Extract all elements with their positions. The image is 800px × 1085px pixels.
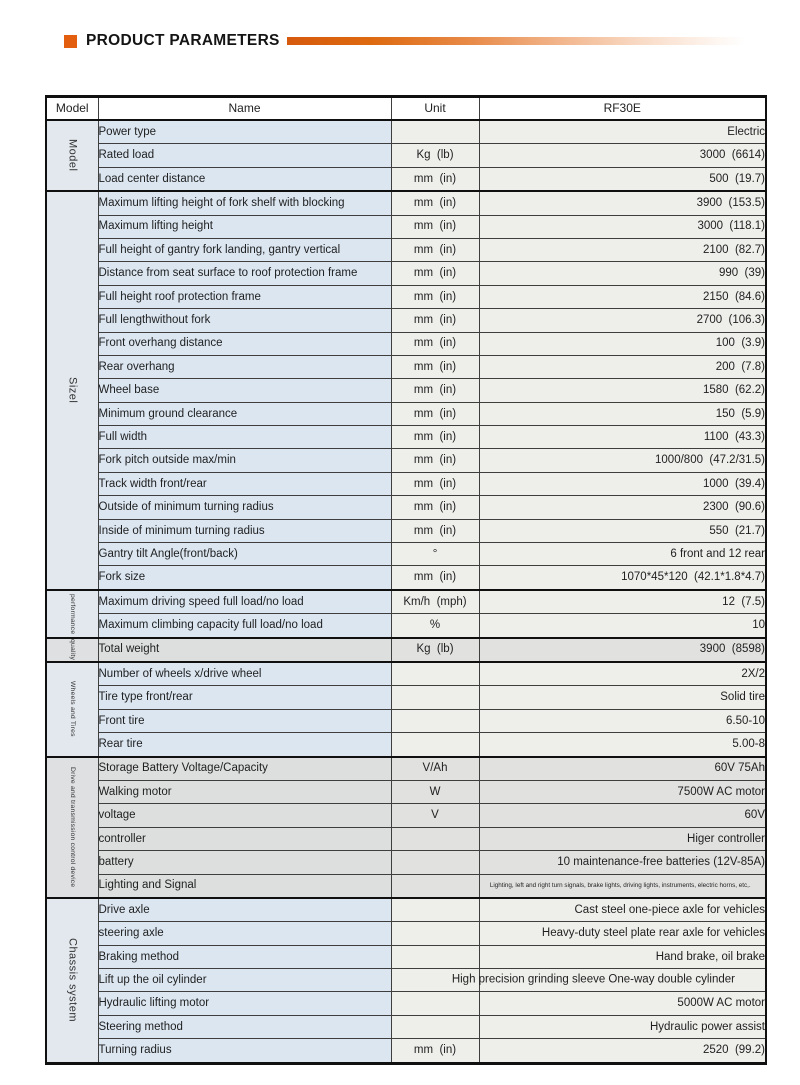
table-row xyxy=(46,120,766,144)
parameter-name-cell: Walking motor xyxy=(98,780,391,803)
parameter-unit-cell: Kg (lb) xyxy=(391,638,479,662)
parameter-value-cell: Hydraulic power assist xyxy=(479,1015,766,1038)
column-header-model: Model xyxy=(46,97,98,121)
parameter-name-cell: Inside of minimum turning radius xyxy=(98,519,391,542)
parameter-unit-cell xyxy=(391,662,479,686)
parameter-unit-cell xyxy=(391,120,479,144)
parameter-value-cell: 2100 (82.7) xyxy=(479,238,766,261)
parameter-name-cell: Track width front/rear xyxy=(98,472,391,495)
table-row xyxy=(46,191,766,215)
parameter-value-cell: 3000 (118.1) xyxy=(479,215,766,238)
parameter-name-cell: Maximum climbing capacity full load/no load xyxy=(98,614,391,638)
table-row xyxy=(46,566,766,590)
parameter-value-cell: 60V 75Ah xyxy=(479,757,766,781)
parameter-name-cell: Fork pitch outside max/min xyxy=(98,449,391,472)
parameter-value-cell: 150 (5.9) xyxy=(479,402,766,425)
parameter-unit-cell: mm (in) xyxy=(391,309,479,332)
table-row xyxy=(46,757,766,781)
parameter-value-cell: Electric xyxy=(479,120,766,144)
parameter-value-cell: 5000W AC motor xyxy=(479,992,766,1015)
parameter-value-cell: 2700 (106.3) xyxy=(479,309,766,332)
table-row xyxy=(46,1015,766,1038)
table-row xyxy=(46,402,766,425)
table-row xyxy=(46,638,766,662)
parameter-unit-cell: mm (in) xyxy=(391,355,479,378)
parameter-name-cell: Full height of gantry fork landing, gantry vertical xyxy=(98,238,391,261)
table-row xyxy=(46,379,766,402)
column-header-unit: Unit xyxy=(391,97,479,121)
parameter-name-cell: Gantry tilt Angle(front/back) xyxy=(98,543,391,566)
table-row xyxy=(46,238,766,261)
table-row xyxy=(46,472,766,495)
parameter-unit-cell xyxy=(391,898,479,922)
parameter-name-cell: Lift up the oil cylinder xyxy=(98,969,391,992)
parameter-unit-cell: mm (in) xyxy=(391,167,479,191)
parameter-unit-cell xyxy=(391,992,479,1015)
parameter-name-cell: Load center distance xyxy=(98,167,391,191)
parameter-name-cell: voltage xyxy=(98,804,391,827)
parameter-name-cell: Braking method xyxy=(98,945,391,968)
parameter-value-cell: Solid tire xyxy=(479,686,766,709)
parameter-value-cell: 500 (19.7) xyxy=(479,167,766,191)
table-row xyxy=(46,686,766,709)
table-row xyxy=(46,874,766,898)
parameter-value-cell: 1070*45*120 (42.1*1.8*4.7) xyxy=(479,566,766,590)
table-row xyxy=(46,519,766,542)
table-row xyxy=(46,449,766,472)
section-label-performance: performance xyxy=(46,590,98,638)
table-row xyxy=(46,215,766,238)
parameter-unit-cell: mm (in) xyxy=(391,496,479,519)
table-row xyxy=(46,969,766,992)
parameter-unit-cell: Km/h (mph) xyxy=(391,590,479,614)
parameter-value-cell: 5.00-8 xyxy=(479,733,766,757)
table-row xyxy=(46,922,766,945)
parameter-name-cell: Fork size xyxy=(98,566,391,590)
table-row xyxy=(46,662,766,686)
parameter-name-cell: Rated load xyxy=(98,144,391,167)
parameter-unit-cell: mm (in) xyxy=(391,262,479,285)
parameter-name-cell: Storage Battery Voltage/Capacity xyxy=(98,757,391,781)
page-title: PRODUCT PARAMETERS xyxy=(86,32,280,49)
section-label-chassis-system: Chassis system xyxy=(46,898,98,1063)
parameter-unit-cell: mm (in) xyxy=(391,215,479,238)
table-row xyxy=(46,496,766,519)
parameter-value-cell: 10 maintenance-free batteries (12V-85A) xyxy=(479,851,766,874)
parameter-unit-cell xyxy=(391,851,479,874)
table-row xyxy=(46,285,766,308)
table-row xyxy=(46,309,766,332)
section-label-model: Model xyxy=(46,120,98,191)
table-row xyxy=(46,262,766,285)
parameter-value-cell: Hand brake, oil brake xyxy=(479,945,766,968)
parameter-value-cell: 2520 (99.2) xyxy=(479,1039,766,1063)
parameter-unit-cell: mm (in) xyxy=(391,285,479,308)
table-row xyxy=(46,332,766,355)
parameter-name-cell: battery xyxy=(98,851,391,874)
table-row xyxy=(46,827,766,850)
table-row xyxy=(46,167,766,191)
parameter-name-cell: Full width xyxy=(98,426,391,449)
parameter-name-cell: Rear tire xyxy=(98,733,391,757)
parameter-unit-cell xyxy=(391,733,479,757)
parameter-unit-cell: mm (in) xyxy=(391,566,479,590)
parameter-name-cell: Hydraulic lifting motor xyxy=(98,992,391,1015)
section-label-wheels-and-tires: Wheels and Tires xyxy=(46,662,98,757)
parameter-unit-cell: mm (in) xyxy=(391,519,479,542)
parameter-unit-cell: mm (in) xyxy=(391,402,479,425)
parameter-value-cell: 1000/800 (47.2/31.5) xyxy=(479,449,766,472)
parameter-value-cell: Higer controller xyxy=(479,827,766,850)
parameter-unit-cell xyxy=(391,945,479,968)
parameter-value-cell: Lighting, left and right turn signals, brake lights, driving lights, instruments, electric horns, etc,. xyxy=(479,874,766,898)
parameter-unit-cell: mm (in) xyxy=(391,191,479,215)
parameter-value-cell: 6 front and 12 rear xyxy=(479,543,766,566)
parameter-name-cell: Drive axle xyxy=(98,898,391,922)
parameter-name-cell: Rear overhang xyxy=(98,355,391,378)
parameter-value-cell: 3900 (8598) xyxy=(479,638,766,662)
parameter-value-cell: 1100 (43.3) xyxy=(479,426,766,449)
table-row xyxy=(46,590,766,614)
section-label-sizel: Sizel xyxy=(46,191,98,590)
parameter-unit-cell xyxy=(391,709,479,732)
parameter-value-cell: Cast steel one-piece axle for vehicles xyxy=(479,898,766,922)
table-row xyxy=(46,733,766,757)
parameter-value-cell: 7500W AC motor xyxy=(479,780,766,803)
parameter-unit-cell: mm (in) xyxy=(391,472,479,495)
parameter-value-cell: 3900 (153.5) xyxy=(479,191,766,215)
parameter-name-cell: Turning radius xyxy=(98,1039,391,1063)
parameter-name-cell: Front tire xyxy=(98,709,391,732)
parameter-name-cell: Tire type front/rear xyxy=(98,686,391,709)
parameter-value-cell: 200 (7.8) xyxy=(479,355,766,378)
parameter-unit-cell xyxy=(391,922,479,945)
parameter-name-cell: Number of wheels x/drive wheel xyxy=(98,662,391,686)
parameter-name-cell: Distance from seat surface to roof protection frame xyxy=(98,262,391,285)
parameter-unit-cell: V xyxy=(391,804,479,827)
parameter-name-cell: Front overhang distance xyxy=(98,332,391,355)
parameter-name-cell: Total weight xyxy=(98,638,391,662)
parameter-name-cell: Maximum driving speed full load/no load xyxy=(98,590,391,614)
table-row xyxy=(46,780,766,803)
parameter-name-cell: Full height roof protection frame xyxy=(98,285,391,308)
table-row xyxy=(46,426,766,449)
parameter-unit-cell xyxy=(391,1015,479,1038)
parameter-value-cell: 1580 (62.2) xyxy=(479,379,766,402)
parameter-value-cell: 60V xyxy=(479,804,766,827)
parameter-name-cell: controller xyxy=(98,827,391,850)
table-row xyxy=(46,709,766,732)
parameter-name-cell: Maximum lifting height xyxy=(98,215,391,238)
parameter-unit-cell: mm (in) xyxy=(391,449,479,472)
parameter-value-cell: 2150 (84.6) xyxy=(479,285,766,308)
section-label-drive-and-transmission-control-device: Drive and transmission control device xyxy=(46,757,98,898)
parameter-name-cell: Maximum lifting height of fork shelf with blocking xyxy=(98,191,391,215)
parameter-value-cell: 1000 (39.4) xyxy=(479,472,766,495)
parameter-value-cell xyxy=(451,969,766,992)
section-label-quality: quality xyxy=(46,638,98,662)
parameter-value-cell: 10 xyxy=(479,614,766,638)
parameter-unit-cell: W xyxy=(391,780,479,803)
parameter-name-cell: steering axle xyxy=(98,922,391,945)
table-row xyxy=(46,144,766,167)
title-bullet-square-icon xyxy=(64,35,77,48)
parameter-value-cell: 12 (7.5) xyxy=(479,590,766,614)
parameter-name-cell: Full lengthwithout fork xyxy=(98,309,391,332)
table-row xyxy=(46,851,766,874)
parameter-value-cell: 2300 (90.6) xyxy=(479,496,766,519)
parameter-value-cell: Heavy-duty steel plate rear axle for vehicles xyxy=(479,922,766,945)
product-parameters-table xyxy=(45,95,767,1065)
parameter-name-cell: Steering method xyxy=(98,1015,391,1038)
parameter-unit-cell: mm (in) xyxy=(391,379,479,402)
parameter-value-cell: 990 (39) xyxy=(479,262,766,285)
table-row xyxy=(46,355,766,378)
parameter-unit-cell: V/Ah xyxy=(391,757,479,781)
parameter-unit-cell xyxy=(391,686,479,709)
parameter-unit-cell: mm (in) xyxy=(391,426,479,449)
table-row xyxy=(46,992,766,1015)
parameter-value-cell: 550 (21.7) xyxy=(479,519,766,542)
parameter-unit-cell: mm (in) xyxy=(391,332,479,355)
parameter-unit-cell: ° xyxy=(391,543,479,566)
section-title-row xyxy=(64,32,745,50)
parameter-value-cell: 100 (3.9) xyxy=(479,332,766,355)
parameter-name-cell: Outside of minimum turning radius xyxy=(98,496,391,519)
parameter-name-cell: Wheel base xyxy=(98,379,391,402)
parameter-unit-cell: mm (in) xyxy=(391,238,479,261)
table-header-row xyxy=(46,97,766,121)
table-row xyxy=(46,1039,766,1063)
table-body xyxy=(46,120,766,1063)
parameter-name-cell: Power type xyxy=(98,120,391,144)
parameter-unit-cell: Kg (lb) xyxy=(391,144,479,167)
parameter-value-cell: 6.50-10 xyxy=(479,709,766,732)
parameter-unit-cell xyxy=(391,874,479,898)
parameter-value-cell: 3000 (6614) xyxy=(479,144,766,167)
parameter-name-cell: Minimum ground clearance xyxy=(98,402,391,425)
parameter-value-cell: 2X/2 xyxy=(479,662,766,686)
parameter-value-text: High precision grinding sleeve One-way double cylinder xyxy=(451,973,735,986)
column-header-name: Name xyxy=(98,97,391,121)
table-row xyxy=(46,614,766,638)
parameter-name-cell: Lighting and Signal xyxy=(98,874,391,898)
table-row xyxy=(46,543,766,566)
title-gradient-rule xyxy=(287,37,745,45)
parameter-unit-cell xyxy=(391,827,479,850)
table-row xyxy=(46,945,766,968)
table-row xyxy=(46,804,766,827)
parameter-unit-cell: % xyxy=(391,614,479,638)
parameter-unit-cell: mm (in) xyxy=(391,1039,479,1063)
column-header-rf30e: RF30E xyxy=(479,97,766,121)
table-row xyxy=(46,898,766,922)
